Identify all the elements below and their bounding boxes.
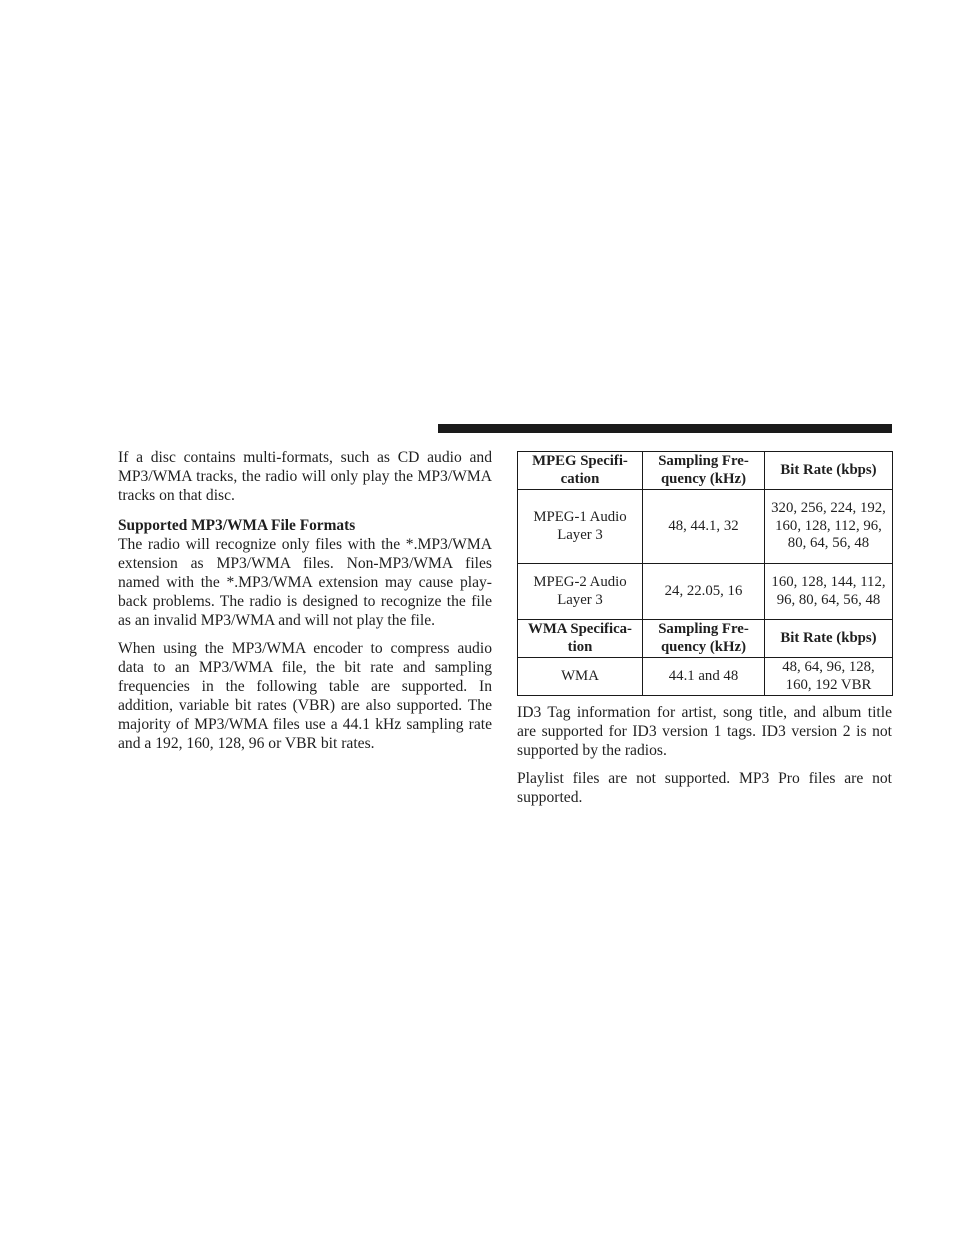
encoder-paragraph: When using the MP3/WMA encoder to compress audio data to an MP3/WMA file, the bit rate and sampling frequencies in the following table are supported. In addition, variable bit rates (VBR) are also supported. The majority of MP3/WMA files use a 44.1 kHz sampling rate and a 192, 160, 128, 96 or VBR bit rates. — [118, 640, 492, 752]
right-column — [517, 451, 892, 807]
intro-paragraph: If a disc contains multi-formats, such as CD audio and MP3/WMA tracks, the radio will only play the MP3/WMA tracks on that disc. — [118, 449, 492, 504]
sampling-cell: 48, 44.1, 32 — [643, 490, 765, 564]
recognize-paragraph: The radio will recognize only files with the *.MP3/WMA extension as MP3/WMA files. Non-MP3/WMA files named with the *.MP3/WMA extension may cause play-back problems. The radio is designed to recognize the file as an invalid MP3/WMA and will not play the file. — [118, 536, 492, 629]
bitrate-cell: 160, 128, 144, 112, 96, 80, 64, 56, 48 — [765, 564, 893, 620]
mpeg-sampling-header: Sampling Fre-quency (kHz) — [643, 452, 765, 490]
wma-sampling-header: Sampling Fre-quency (kHz) — [643, 620, 765, 658]
sampling-cell: 44.1 and 48 — [643, 658, 765, 696]
spec-cell: MPEG-1 Audio Layer 3 — [518, 490, 643, 564]
wma-header-row — [518, 620, 893, 658]
table-row — [518, 490, 893, 564]
spec-cell: MPEG-2 Audio Layer 3 — [518, 564, 643, 620]
bitrate-cell: 320, 256, 224, 192, 160, 128, 112, 96, 80, 64, 56, 48 — [765, 490, 893, 564]
mpeg-bitrate-header: Bit Rate (kbps) — [765, 452, 893, 490]
bitrate-cell: 48, 64, 96, 128, 160, 192 VBR — [765, 658, 893, 696]
playlist-paragraph: Playlist files are not supported. MP3 Pro files are not supported. — [517, 770, 892, 806]
table-row — [518, 658, 893, 696]
id3-paragraph: ID3 Tag information for artist, song title, and album title are supported for ID3 version 1 tags. ID3 version 2 is not supported by the radios. — [517, 704, 892, 759]
wma-bitrate-header: Bit Rate (kbps) — [765, 620, 893, 658]
section-heading: Supported MP3/WMA File Formats — [118, 517, 356, 534]
wma-spec-header: WMA Specifica-tion — [518, 620, 643, 658]
format-spec-table — [517, 451, 893, 696]
mpeg-spec-header: MPEG Specifi-cation — [518, 452, 643, 490]
table-row — [518, 564, 893, 620]
sampling-cell: 24, 22.05, 16 — [643, 564, 765, 620]
mpeg-header-row — [518, 452, 893, 490]
left-column — [118, 448, 492, 753]
section-rule — [438, 424, 892, 433]
spec-cell: WMA — [518, 658, 643, 696]
